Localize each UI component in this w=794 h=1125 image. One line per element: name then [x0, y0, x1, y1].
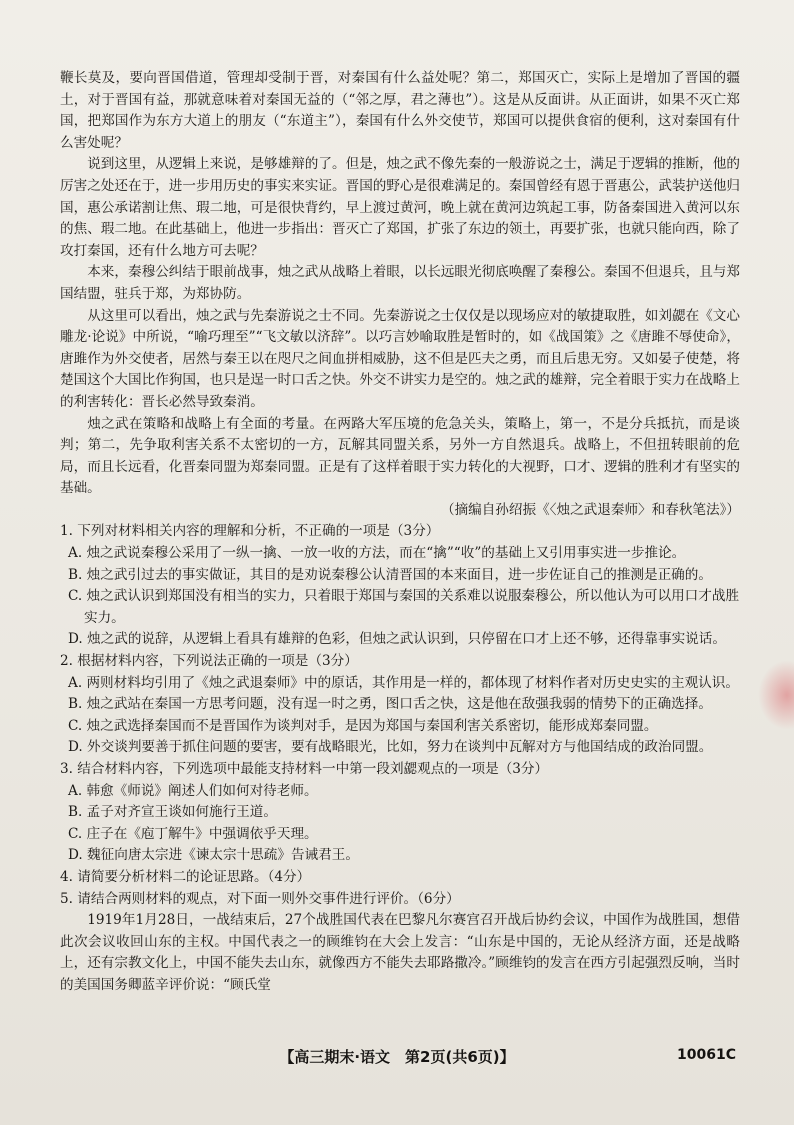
question-2-stem: 2. 根据材料内容，下列说法正确的一项是（3分）	[60, 653, 358, 670]
question-3-option-a: A. 韩愈《师说》阐述人们如何对待老师。	[68, 782, 318, 799]
red-ink-stain	[758, 660, 794, 730]
question-2-option-a: A. 两则材料均引用了《烛之武退秦师》中的原话，其作用是一样的，都体现了材料作者对历史史实的主观认识。	[68, 674, 739, 691]
question-2-option-b: B. 烛之武站在秦国一方思考问题，没有逞一时之勇，图口舌之快，这是他在敌强我弱的情势下的正确选择。	[68, 696, 712, 713]
question-1-option-a: A. 烛之武说秦穆公采用了一纵一擒、一放一收的方法，而在“擒”“收”的基础上又引用事实进一步推论。	[68, 545, 686, 562]
question-1-stem: 1. 下列对材料相关内容的理解和分析，不正确的一项是（3分）	[60, 523, 440, 540]
passage-paragraph-4: 从这里可以看出，烛之武与先秦游说之士不同。先秦游说之士仅仅是以现场应对的敏捷取胜，如刘勰在《文心雕龙·论说》中所说，“喻巧理至”“飞文敏以济辞”。以巧言妙喻取胜是暂时的，如《战国策》之《唐雎不辱使命》，唐雎作为外交使者，居然与秦王以在咫尺之间血拼相威胁，这不但是匹夫之勇，而且后患无穷。又如晏子使楚，将楚国这个大国比作狗国，也只是逞一时口舌之快。外交不讲实力是空的。烛之武的雄辩，完全着眼于实力在战略上的利害转化：晋长必然导致秦消。	[60, 307, 740, 410]
question-3-option-d: D. 魏征向唐太宗进《谏太宗十思疏》告诫君王。	[68, 847, 359, 864]
passage-paragraph-5: 烛之武在策略和战略上有全面的考量。在两路大军压境的危急关头，策略上，第一，不是分兵抵抗，而是谈判；第二，先争取利害关系不太密切的一方，瓦解其同盟关系，另外一方自然退兵。战略上，不但扭转眼前的危局，而且长远看，化晋秦同盟为郑秦同盟。正是有了这样着眼于实力转化的大视野，口才、逻辑的胜利才有坚实的基础。	[60, 415, 740, 497]
passage-paragraph-2: 说到这里，从逻辑上来说，是够雄辩的了。但是，烛之武不像先秦的一般游说之士，满足于逻辑的推断，他的厉害之处还在于，进一步用历史的事实来实证。晋国的野心是很难满足的。秦国曾经有恩于晋惠公，武装护送他归国，惠公承诺割让焦、瑕二地，可是很快背约，早上渡过黄河，晚上就在黄河边筑起工事，防备秦国进入黄河以东的焦、瑕二地。在此基础上，他进一步指出：晋灭亡了郑国，扩张了东边的领土，再要扩张，也就只能向西，除了攻打秦国，还有什么地方可去呢？	[60, 156, 740, 259]
passage-paragraph-3: 本来，秦穆公纠结于眼前战事，烛之武从战略上着眼，以长远眼光彻底唤醒了秦穆公。秦国不但退兵，且与郑国结盟，驻兵于郑，为郑协防。	[60, 264, 740, 302]
question-3-option-b: B. 孟子对齐宣王谈如何施行王道。	[68, 804, 277, 821]
page-footer	[0, 1046, 794, 1068]
question-1-option-d: D. 烛之武的说辞，从逻辑上看具有雄辩的色彩，但烛之武认识到，只停留在口才上还不够，还得靠事实说话。	[68, 631, 726, 648]
question-3-stem: 3. 结合材料内容，下列选项中最能支持材料一中第一段刘勰观点的一项是（3分）	[60, 761, 549, 777]
passage-source: （摘编自孙绍振《〈烛之武退秦师〉和春秋笔法》）	[440, 501, 740, 518]
question-5-material: 1919年1月28日，一战结束后，27个战胜国代表在巴黎凡尔赛宫召开战后协约会议，中国作为战胜国，想借此次会议收回山东的主权。中国代表之一的顾维钧在大会上发言：“山东是中国的，无论从经济方面，还是战略上，还有宗教文化上，中国不能失去山东，就像西方不能失去耶路撒冷。”顾维钧的发言在西方引起强烈反响，当时的美国国务卿蓝辛评价说：“顾氏堂	[60, 912, 740, 993]
footer-page-label: 【高三期末·语文 第2页(共6页)】	[279, 1048, 515, 1066]
footer-exam-code: 10061C	[677, 1047, 736, 1063]
passage-paragraph-1: 鞭长莫及，要向晋国借道，管理却受制于晋，对秦国有什么益处呢？第二，郑国灭亡，实际上是增加了晋国的疆土，对于晋国有益，那就意味着对秦国无益的（“邻之厚，君之薄也”）。这是从反面讲。从正面讲，如果不灭亡郑国，把郑国作为东方大道上的朋友（“东道主”），秦国有什么外交使节，郑国可以提供食宿的便利，这对秦国有什么害处呢？	[60, 70, 740, 151]
page-content	[60, 68, 740, 997]
question-1-option-b: B. 烛之武引过去的事实做证，其目的是劝说秦穆公认清晋国的本来面目，进一步佐证自己的推测是正确的。	[68, 566, 712, 583]
question-2-option-c: C. 烛之武选择秦国而不是晋国作为谈判对手，是因为郑国与秦国利害关系密切，能形成郑秦同盟。	[68, 717, 658, 734]
question-1-option-c: C. 烛之武认识到郑国没有相当的实力，只着眼于郑国与秦国的关系难以说服秦穆公，所以他认为可以用口才战胜实力。	[68, 588, 740, 626]
question-2-option-d: D. 外交谈判要善于抓住问题的要害，要有战略眼光，比如，努力在谈判中瓦解对方与他国结成的政治同盟。	[68, 739, 713, 756]
question-3-option-c: C. 庄子在《庖丁解牛》中强调依乎天理。	[68, 825, 318, 842]
question-5-stem: 5. 请结合两则材料的观点，对下面一则外交事件进行评价。（6分）	[60, 890, 460, 907]
question-4-stem: 4. 请简要分析材料二的论证思路。（4分）	[60, 868, 311, 885]
